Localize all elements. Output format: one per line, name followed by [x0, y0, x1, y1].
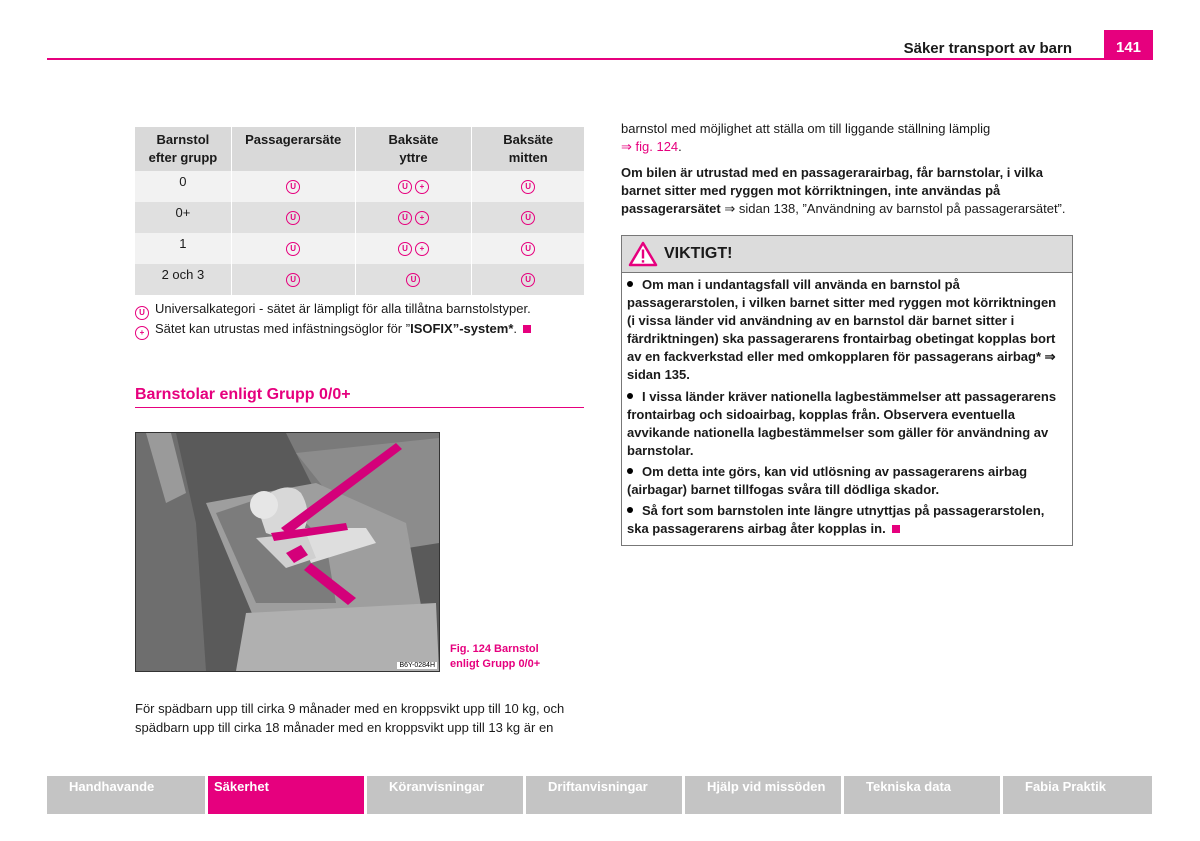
- seat-cell: [231, 202, 355, 233]
- legend-universal: [135, 300, 531, 320]
- right-paragraph-2: Om bilen är utrustad med en passagerarairbag, får barnstolar, i vilka barnet sitter med ryggen mot körriktningen, inte användas på passagerarsätet ⇒ sidan 138, ”Användning av barnstol på passagerarsätet”.: [621, 165, 1066, 216]
- col-header-rear-middle: Baksäte mitten: [472, 127, 584, 171]
- seat-cell: [472, 202, 584, 233]
- tab-driftanvisningar[interactable]: Driftanvisningar: [526, 776, 682, 814]
- right-paragraph-1: barnstol med möjlighet att ställa om till liggande ställning lämplig ⇒ fig. 124.: [621, 121, 991, 154]
- universal-icon: U: [135, 306, 149, 320]
- page-number: 141: [1104, 30, 1153, 60]
- universal-icon: U: [286, 242, 300, 256]
- universal-icon: U: [521, 242, 535, 256]
- child-seat-table: [135, 127, 584, 295]
- seat-cell: [355, 202, 472, 233]
- col-header-group: Barnstol efter grupp: [135, 127, 231, 171]
- isofix-icon: +: [415, 180, 429, 194]
- figure-caption: Fig. 124 Barnstol enligt Grupp 0/0+: [450, 643, 541, 670]
- legend-universal-text: Universalkategori - sätet är lämpligt för alla tillåtna barnstolstyper.: [155, 301, 531, 316]
- table-row: [135, 202, 584, 233]
- universal-icon: U: [286, 211, 300, 225]
- universal-icon: U: [286, 180, 300, 194]
- header-rule: [47, 58, 1153, 60]
- seat-cell: [231, 233, 355, 264]
- universal-icon: U: [398, 180, 412, 194]
- warning-box: [621, 235, 1073, 546]
- tab-hjälp-vid-missöden[interactable]: Hjälp vid missöden: [685, 776, 841, 814]
- isofix-icon: +: [415, 242, 429, 256]
- tab-tekniska-data[interactable]: Tekniska data: [844, 776, 1000, 814]
- child-seat-illustration: [136, 433, 439, 671]
- warning-item: Om detta inte görs, kan vid utlösning av passagerarens airbag (airbagar) barnet tillfogas svåra till dödliga skador.: [627, 463, 1028, 498]
- col-header-rear-outer: Baksäte yttre: [355, 127, 472, 171]
- group-cell: 0+: [135, 202, 231, 233]
- universal-icon: U: [398, 211, 412, 225]
- seat-cell: [472, 264, 584, 295]
- seat-cell: [355, 171, 472, 202]
- table-row: [135, 171, 584, 202]
- table-header-row: [135, 127, 584, 171]
- warning-item: Om man i undantagsfall vill använda en barnstol på passagerarstolen, i vilken barnet sitter med ryggen mot körriktningen (i vissa länder vid användning av en barnstol där barnet sitter i färdriktningen) ska passagerarens frontairbag obetingat kopplas bort av en fackverkstad eller med omkopplaren för passagerans airbag* ⇒ sidan 135.: [627, 277, 1057, 383]
- bullet-icon: [627, 468, 633, 474]
- end-mark-icon: [523, 325, 531, 333]
- warning-item: Så fort som barnstolen inte längre utnyttjas på passagerarstolen, ska passagerarens airbag åter kopplas in.: [627, 503, 1045, 537]
- warning-header: [622, 236, 1072, 273]
- universal-icon: U: [286, 273, 300, 287]
- universal-icon: U: [521, 211, 535, 225]
- warning-triangle-icon: [628, 241, 658, 267]
- running-header: Säker transport av barn: [903, 40, 1072, 57]
- universal-icon: U: [521, 273, 535, 287]
- group-cell: 1: [135, 233, 231, 264]
- bullet-icon: [627, 507, 633, 513]
- legend-isofix: + Sätet kan utrustas med infästningsöglor för ”ISOFIX”-system*.: [135, 320, 531, 340]
- fig-124-link[interactable]: ⇒ fig. 124: [621, 139, 679, 154]
- table-row: [135, 264, 584, 295]
- seat-cell: [231, 264, 355, 295]
- seat-cell: [355, 264, 472, 295]
- table-row: [135, 233, 584, 264]
- tab-handhavande[interactable]: Handhavande: [47, 776, 205, 814]
- group-cell: 0: [135, 171, 231, 202]
- seat-cell: [231, 171, 355, 202]
- isofix-icon: +: [135, 326, 149, 340]
- tab-säkerhet[interactable]: Säkerhet: [208, 776, 364, 814]
- universal-icon: U: [521, 180, 535, 194]
- chapter-tabs: [47, 776, 1153, 814]
- seat-cell: [355, 233, 472, 264]
- bullet-icon: [627, 393, 633, 399]
- tab-fabia-praktik[interactable]: Fabia Praktik: [1003, 776, 1152, 814]
- left-body-text: För spädbarn upp till cirka 9 månader med en kroppsvikt upp till 10 kg, och spädbarn upp till cirka 18 månader med en kroppsvikt upp till 13 kg är en: [135, 701, 565, 735]
- group-cell: 2 och 3: [135, 264, 231, 295]
- bullet-icon: [627, 281, 633, 287]
- seat-cell: [472, 233, 584, 264]
- tab-köranvisningar[interactable]: Köranvisningar: [367, 776, 523, 814]
- figure-code: B6Y-0284H: [399, 662, 435, 669]
- warning-title: VIKTIGT!: [664, 245, 733, 262]
- seat-cell: [472, 171, 584, 202]
- universal-icon: U: [406, 273, 420, 287]
- figure-child-seat: [135, 432, 440, 672]
- warning-body: [622, 273, 1072, 545]
- section-title: Barnstolar enligt Grupp 0/0+: [135, 386, 584, 408]
- warning-item: I vissa länder kräver nationella lagbestämmelser att passagerarens frontairbag och sidoairbag, kopplas från. Observera eventuella avvikande nationella lagbestämmelser som gäller för användning av barnstolar.: [627, 388, 1057, 458]
- universal-icon: U: [398, 242, 412, 256]
- page-138-reference[interactable]: ⇒ sidan 138, ”Användning av barnstol på passagerarsätet”.: [720, 201, 1066, 216]
- isofix-icon: +: [415, 211, 429, 225]
- end-mark-icon: [892, 525, 900, 533]
- col-header-passenger: Passagerarsäte: [231, 127, 355, 171]
